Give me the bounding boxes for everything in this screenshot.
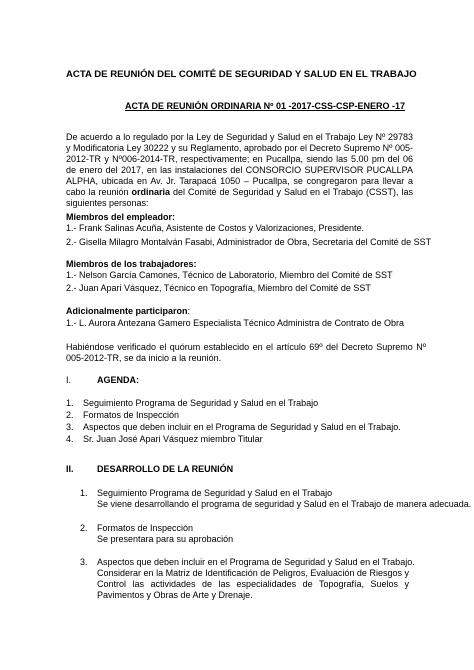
desarrollo-item-body: Considerar en la Matriz de Identificación de Peligros, Evaluación de Riesgos y Control las actividades de las especialidades de Topografía, Suelos y Pavimentos y Obras de Arte y Drenaje.	[97, 568, 409, 600]
desarrollo-item-title: Formatos de Inspección	[97, 523, 194, 533]
trabajadores-heading: Miembros de los trabajadores:	[66, 259, 197, 269]
desarrollo-item-number: 2.	[80, 523, 88, 533]
desarrollo-item-body: Se presentara para su aprobación	[97, 534, 234, 544]
agenda-item-text: Seguimiento Programa de Seguridad y Salud en el Trabajo	[83, 398, 319, 408]
desarrollo-item-number: 1.	[80, 488, 88, 498]
trabajadores-item: 2.- Juan Apari Vásquez, Técnico en Topografía, Miembro del Comité de SST	[66, 283, 371, 293]
trabajadores-item: 1.- Nelson García Camones, Técnico de Laboratorio, Miembro del Comité de SST	[66, 270, 393, 280]
adicional-heading-text: Adicionalmente participaron	[66, 306, 188, 316]
adicional-item: 1.- L. Aurora Antezana Gamero Especialista Técnico Administra de Contrato de Obra	[66, 318, 405, 328]
desarrollo-item-title: Seguimiento Programa de Seguridad y Salud en el Trabajo	[97, 488, 333, 498]
agenda-item-number: 4.	[66, 434, 74, 444]
agenda-item-number: 2.	[66, 410, 74, 420]
agenda-item-text: Aspectos que deben incluir en el Programa de Seguridad y Salud en el Trabajo.	[83, 422, 401, 432]
desarrollo-item-body: Se viene desarrollando el programa de seguridad y Salud en el Trabajo de manera adecuada.	[97, 499, 472, 509]
desarrollo-numeral: II.	[66, 464, 74, 474]
document-subtitle: ACTA DE REUNIÓN ORDINARIA Nº 01 -2017-CSS-CSP-ENERO -17	[125, 101, 405, 111]
agenda-numeral: I.	[66, 375, 72, 385]
intro-paragraph	[66, 132, 413, 209]
agenda-item-number: 3.	[66, 422, 74, 432]
adicional-heading	[66, 306, 190, 317]
desarrollo-heading: DESARROLLO DE LA REUNIÓN	[97, 464, 234, 474]
agenda-item-text: Formatos de Inspección	[83, 410, 180, 420]
empleador-item: 1.- Frank Salinas Acuña, Asistente de Costos y Valorizaciones, Presidente.	[66, 223, 364, 233]
document-title: ACTA DE REUNIÓN DEL COMITÉ DE SEGURIDAD Y SALUD EN EL TRABAJO	[66, 69, 417, 80]
empleador-heading: Miembros del empleador:	[66, 212, 176, 222]
intro-text-prefix: De acuerdo a lo regulado por la Ley de Seguridad y Salud en el Trabajo Ley Nº 29783 y Modificatoria Ley 30222 y su Reglamento, aprobado por el Decreto Supremo Nº 005-2012-TR y Nº006-2014-TR, respectivamente; en Pucallpa, siendo las 5.00 pm del 06 de enero del 2017, en las instalaciones del CONSORCIO SUPERVISOR PUCALLPA ALPHA, ubicada en Av. Jr. Tarapacá 1050 – Pucallpa, se congregaron para llevar a cabo la reunión	[66, 132, 413, 197]
desarrollo-item-number: 3.	[80, 557, 88, 567]
adicional-heading-colon: :	[187, 306, 191, 316]
empleador-item: 2.- Gisella Milagro Montalván Fasabi, Administrador de Obra, Secretaria del Comité de SST	[66, 237, 432, 247]
intro-text-bold: ordinaria	[131, 187, 171, 197]
agenda-item-number: 1.	[66, 398, 74, 408]
agenda-heading: AGENDA:	[97, 375, 139, 385]
intro-text-suffix: del Comité de Seguridad y Salud en el Trabajo (CSST), las siguientes personas:	[66, 187, 414, 208]
quorum-paragraph: Habiéndose verificado el quórum establecido en el artículo 69º del Decreto Supremo Nº 005-2012-TR, se da inicio a la reunión.	[66, 342, 426, 363]
desarrollo-item-title: Aspectos que deben incluir en el Programa de Seguridad y Salud en el Trabajo.	[97, 557, 415, 567]
agenda-item-text: Sr. Juan José Apari Vásquez miembro Titular	[83, 434, 263, 444]
